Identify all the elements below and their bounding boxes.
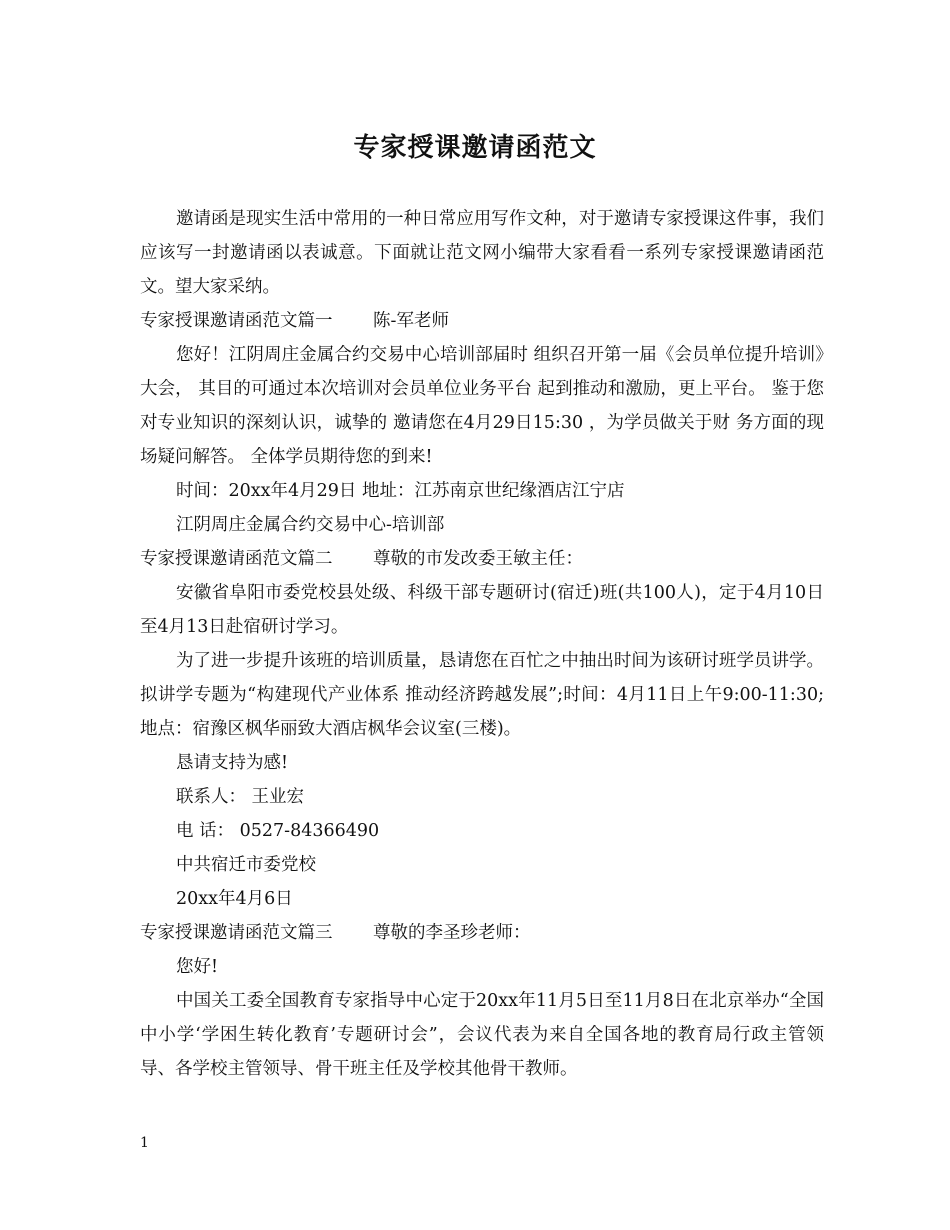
section3-heading: 专家授课邀请函范文篇三 尊敬的李圣珍老师： [140,923,531,943]
section3-paragraph-1: 中国关工委全国教育专家指导中心定于20xx年11月5日至11月8日在北京举办“全国中小学‘学困生转化教育’专题研讨会”，会议代表为来自全国各地的教育局行政主管领导、各学校主管领导、骨干班主任及学校其他骨干教师。 [140,991,824,1079]
section2-contact: 联系人： 王业宏 [176,787,305,807]
section2-phone: 电 话： 0527-84366490 [176,821,380,841]
section2-paragraph-1: 安徽省阜阳市委党校县处级、科级干部专题研讨(宿迁)班(共100人)，定于4月10日至4月13日赴宿研讨学习。 [140,583,824,637]
section1-body: 您好！江阴周庄金属合约交易中心培训部届时 组织召开第一届《会员单位提升培训》大会， 其目的可通过本次培训对会员单位业务平台 起到推动和激励，更上平台。 鉴于您对专业知识的深刻认识，诚挚的 邀请您在4月29日15:30 ，为学员做关于财 务方面的现场疑问解答。 全体学员期待您的到来! [140,345,824,467]
section2-paragraph-3: 恳请支持为感! [176,753,289,773]
section2-organization: 中共宿迁市委党校 [176,855,316,875]
document-title: 专家授课邀请函范文 [353,133,597,163]
section2-heading: 专家授课邀请函范文篇二 尊敬的市发改委王敏主任： [140,549,584,569]
section2-date: 20xx年4月6日 [176,889,293,909]
page-number: 1 [140,1135,149,1151]
section1-time-location: 时间：20xx年4月29日 地址：江苏南京世纪缘酒店江宁店 [176,481,625,501]
document-body [140,202,824,1086]
section3-greeting: 您好! [176,957,219,977]
section2-paragraph-2: 为了进一步提升该班的培训质量，恳请您在百忙之中抽出时间为该研讨班学员讲学。拟讲学专题为“构建现代产业体系 推动经济跨越发展”;时间：4月11日上午9:00-11:30;地点：宿豫区枫华丽致大酒店枫华会议室(三楼)。 [140,651,824,739]
section1-signature: 江阴周庄金属合约交易中心-培训部 [176,515,445,535]
intro-paragraph: 邀请函是现实生活中常用的一种日常应用写作文种，对于邀请专家授课这件事，我们应该写一封邀请函以表诚意。下面就让范文网小编带大家看看一系列专家授课邀请函范文。望大家采纳。 [140,209,824,297]
section1-heading: 专家授课邀请函范文篇一 陈-军老师 [140,311,449,331]
